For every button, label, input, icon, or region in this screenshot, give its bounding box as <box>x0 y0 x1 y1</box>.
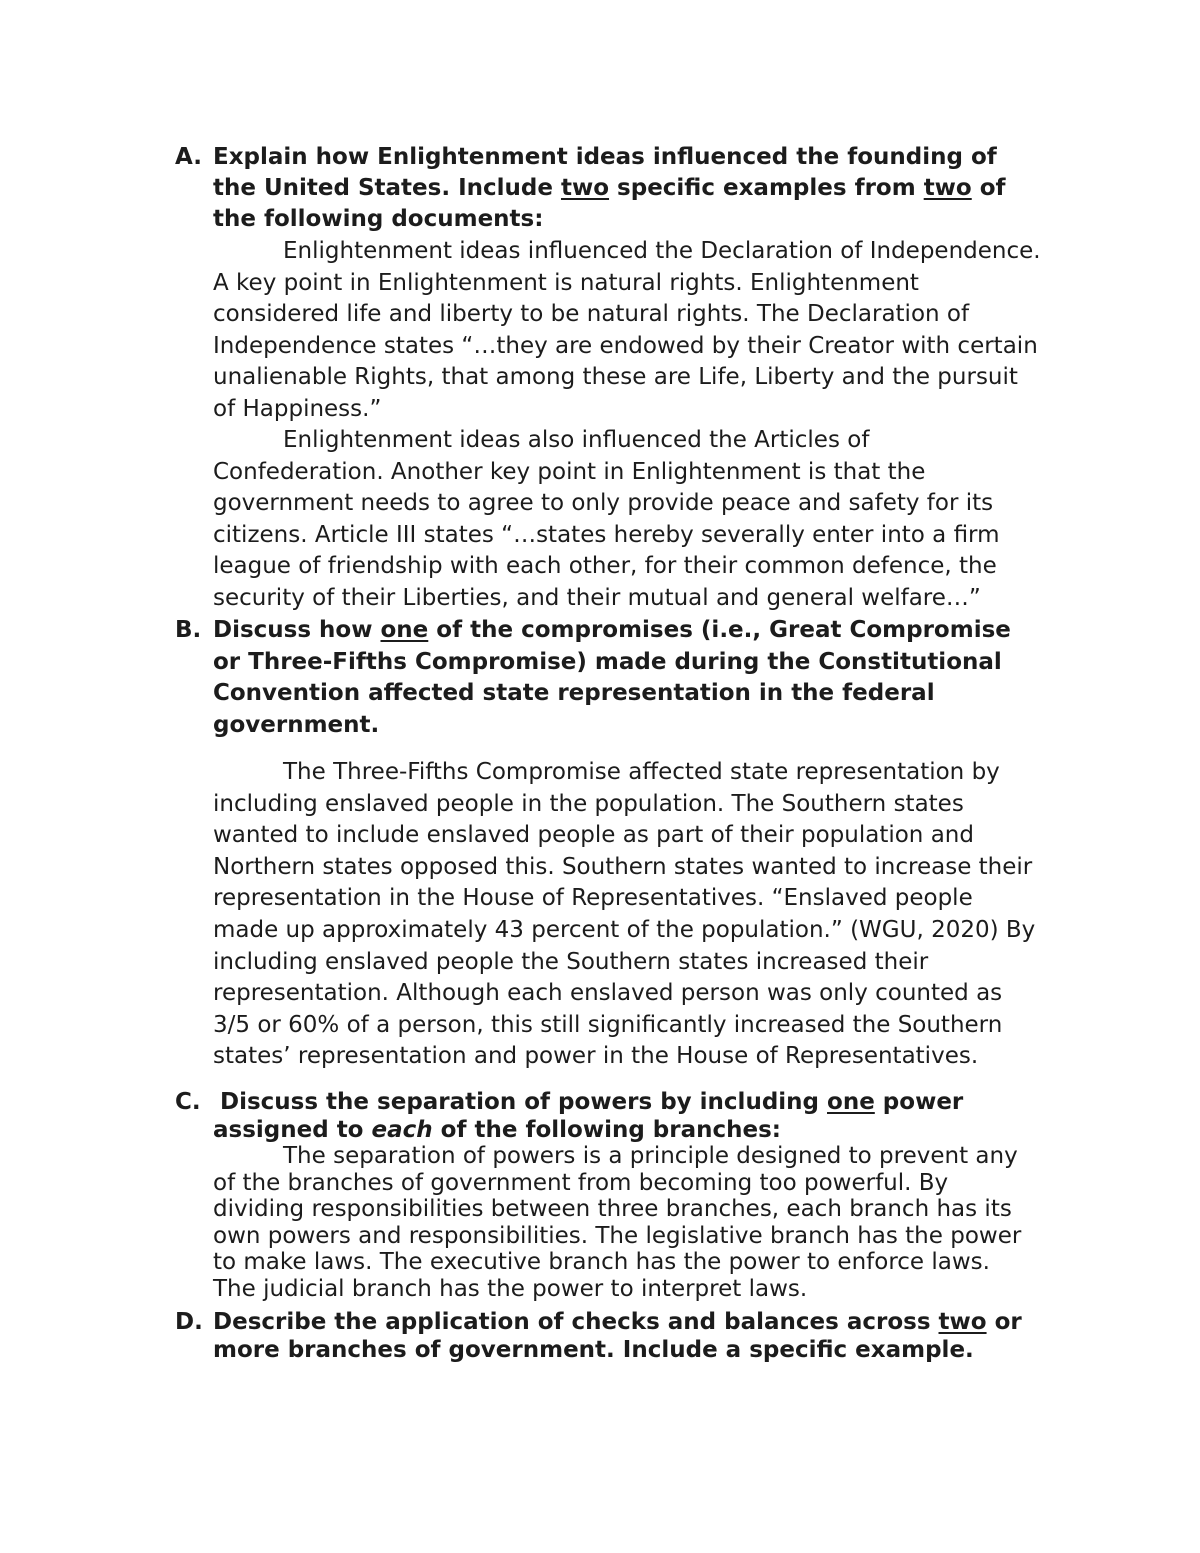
emphasis-each: each <box>371 1117 433 1143</box>
paragraph-line: security of their Liberties, and their mutual and general welfare…” <box>213 584 981 611</box>
paragraph-line: considered life and liberty to be natural rights. The Declaration of <box>213 301 970 328</box>
question-a-line-2: the United States. Include two specific examples from two of <box>213 175 1006 201</box>
paragraph-line: league of friendship with each other, for their common defence, the <box>213 553 997 580</box>
paragraph-line: of the branches of government from becoming too powerful. By <box>213 1169 949 1196</box>
emphasis-two: two <box>560 175 610 201</box>
paragraph-line: Confederation. Another key point in Enlightenment is that the <box>213 458 926 485</box>
question-d <box>175 1308 1113 1364</box>
paragraph-line: made up approximately 43 percent of the population.” (WGU, 2020) By <box>213 916 1036 943</box>
paragraph-line: 3/5 or 60% of a person, this still significantly increased the Southern <box>213 1011 1003 1038</box>
paragraph-line: dividing responsibilities between three branches, each branch has its <box>213 1196 1012 1223</box>
question-a <box>175 142 1113 235</box>
emphasis-one: one <box>827 1089 875 1115</box>
paragraph-line: unalienable Rights, that among these are Life, Liberty and the pursuit <box>213 364 1018 391</box>
question-b-line-3: Convention affected state representation in the federal <box>213 680 935 707</box>
paragraph-line: of Happiness.” <box>213 395 382 422</box>
emphasis-two: two <box>923 175 972 201</box>
paragraph-line: Northern states opposed this. Southern states wanted to increase their <box>213 853 1033 880</box>
answer-c-paragraph-1 <box>213 1143 1113 1303</box>
paragraph-line: including enslaved people the Southern states increased their <box>213 948 929 975</box>
emphasis-one: one <box>380 617 429 643</box>
paragraph-line: The judicial branch has the power to interpret laws. <box>213 1275 808 1302</box>
question-b <box>175 615 1113 741</box>
question-b-label: B. <box>175 617 202 643</box>
paragraph-line: wanted to include enslaved people as part of their population and <box>213 822 974 849</box>
paragraph-line: The separation of powers is a principle designed to prevent any <box>283 1143 1018 1169</box>
paragraph-line: representation. Although each enslaved person was only counted as <box>213 980 1003 1007</box>
answer-a-paragraph-2 <box>213 425 1113 615</box>
question-c-line-2: assigned to each of the following branches: <box>213 1117 781 1143</box>
paragraph-line: own powers and responsibilities. The legislative branch has the power <box>213 1222 1022 1249</box>
question-c-label: C. <box>175 1089 201 1115</box>
question-b-line-1: Discuss how one of the compromises (i.e., Great Compromise <box>213 617 1011 643</box>
question-d-line-1: Describe the application of checks and balances across two or <box>213 1309 1022 1335</box>
paragraph-line: representation in the House of Representatives. “Enslaved people <box>213 885 973 912</box>
question-a-line-1: Explain how Enlightenment ideas influenced the founding of <box>213 144 997 170</box>
question-c-line-1: Discuss the separation of powers by including one power <box>220 1089 964 1115</box>
paragraph-line: citizens. Article III states “…states hereby severally enter into a firm <box>213 521 1000 548</box>
answer-b-paragraph-1 <box>213 757 1113 1073</box>
question-d-line-2: more branches of government. Include a specific example. <box>213 1337 974 1363</box>
question-a-label: A. <box>175 144 202 170</box>
question-c <box>175 1088 1113 1144</box>
question-b-line-4: government. <box>213 711 380 738</box>
paragraph-line: states’ representation and power in the House of Representatives. <box>213 1043 979 1070</box>
paragraph-line: A key point in Enlightenment is natural rights. Enlightenment <box>213 269 919 296</box>
emphasis-two: two <box>938 1309 987 1335</box>
paragraph-line: Enlightenment ideas also influenced the Articles of <box>283 427 870 453</box>
paragraph-line: Independence states “…they are endowed by their Creator with certain <box>213 332 1038 359</box>
question-d-label: D. <box>175 1309 203 1335</box>
paragraph-line: government needs to agree to only provide peace and safety for its <box>213 490 994 517</box>
question-b-line-2: or Three-Fifths Compromise) made during the Constitutional <box>213 648 1002 675</box>
paragraph-line: to make laws. The executive branch has the power to enforce laws. <box>213 1249 990 1276</box>
answer-a-paragraph-1 <box>213 236 1113 426</box>
paragraph-line: The Three-Fifths Compromise affected state representation by <box>283 759 1000 785</box>
paragraph-line: Enlightenment ideas influenced the Declaration of Independence. <box>283 238 1041 264</box>
question-a-line-3: the following documents: <box>213 206 544 232</box>
paragraph-line: including enslaved people in the population. The Southern states <box>213 790 964 817</box>
